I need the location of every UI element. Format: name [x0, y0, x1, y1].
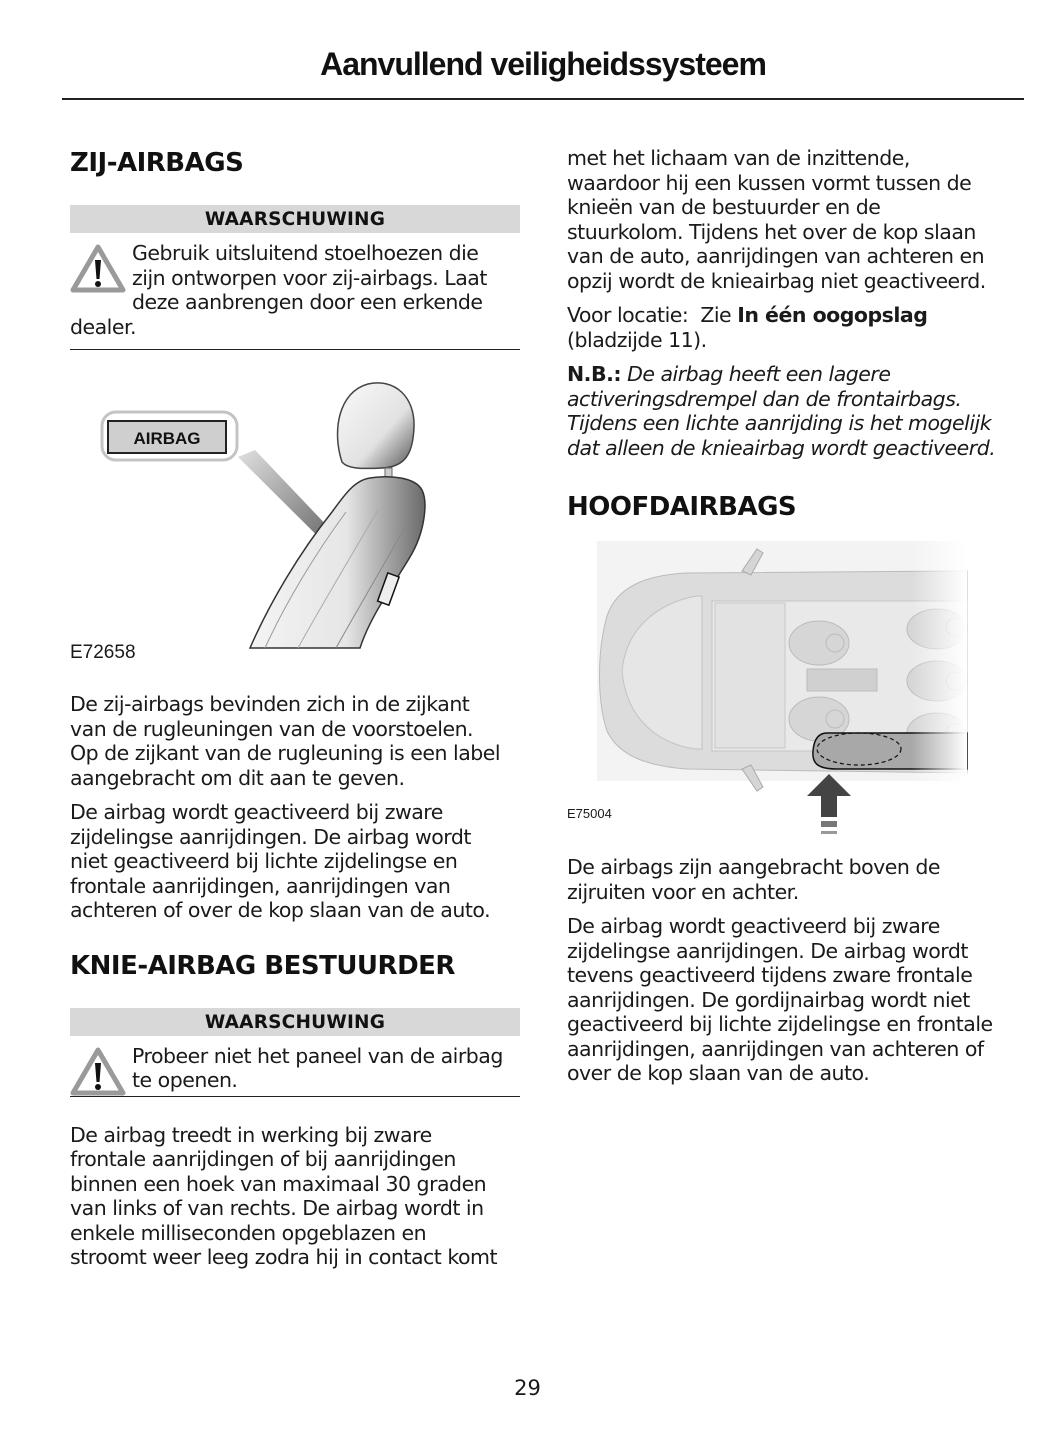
warning-line: zijn ontworpen voor zij-airbags. Laat — [132, 265, 487, 290]
paragraph — [70, 692, 520, 790]
right-column — [567, 140, 1017, 1086]
note-line: activeringsdrempel dan de frontairbags. — [567, 386, 962, 411]
text-line: knieën van de bestuurder en de — [567, 195, 881, 219]
text-line: zijdelingse aanrijdingen. De airbag wordt — [567, 938, 968, 963]
warning-box — [70, 205, 520, 350]
text-line: van links of van rechts. De airbag wordt in — [70, 1196, 484, 1221]
warning-line: Probeer niet het paneel van de airbag — [132, 1043, 503, 1068]
curtain-airbag-figure — [567, 541, 1017, 831]
location-prefix: Voor locatie: Zie — [567, 303, 738, 327]
paragraph — [567, 914, 1017, 1086]
text-line: De zij-airbags bevinden zich in de zijkant — [70, 692, 470, 717]
note — [567, 362, 1017, 460]
text-line: over de kop slaan van de auto. — [567, 1061, 870, 1086]
paragraph — [567, 855, 1017, 904]
paragraph — [70, 800, 520, 923]
warning-divider — [70, 349, 520, 350]
text-line: frontale aanrijdingen, aanrijdingen van — [70, 873, 451, 898]
section-heading-zij-airbags: ZIJ-AIRBAGS — [70, 148, 244, 178]
text-line: met het lichaam van de inzittende, — [567, 146, 910, 170]
text-line: Op de zijkant van de rugleuning is een label — [70, 741, 501, 766]
warning-line: dealer. — [70, 314, 137, 339]
text-line: geactiveerd bij lichte zijdelingse en frontale — [567, 1012, 993, 1037]
section-heading-hoofdairbags: HOOFDAIRBAGS — [567, 492, 797, 522]
warning-header: WAARSCHUWING — [70, 205, 520, 233]
car-top-view-illustration — [567, 541, 1017, 831]
seat-illustration — [70, 372, 520, 672]
text-line: niet geactiveerd bij lichte zijdelingse en — [70, 849, 458, 874]
warning-line: deze aanbrengen door een erkende — [132, 290, 483, 315]
arrow-tail-stripe — [821, 831, 837, 834]
figure-id: E72658 — [70, 642, 136, 664]
text-line: De airbag treedt in werking bij zware — [70, 1122, 432, 1147]
text-line: aanrijdingen. De gordijnairbag wordt niet — [567, 987, 970, 1012]
text-line: De airbag wordt geactiveerd bij zware — [567, 914, 940, 939]
warning-triangle-icon — [70, 243, 126, 293]
note-line: De airbag heeft een lagere — [621, 362, 891, 386]
text-line: aanrijdingen, aanrijdingen van achteren of — [567, 1036, 984, 1061]
paragraph — [70, 1123, 520, 1270]
text-line: van de auto, aanrijdingen van achteren en — [567, 244, 985, 268]
warning-body — [70, 241, 520, 339]
text-line: De airbags zijn aangebracht boven de — [567, 855, 941, 880]
page-number: 29 — [514, 1376, 541, 1400]
section-heading-knie-airbag: KNIE-AIRBAG BESTUURDER — [70, 950, 455, 981]
warning-text — [70, 1044, 520, 1093]
warning-triangle-icon — [70, 1046, 126, 1096]
left-column — [70, 140, 520, 1270]
warning-body — [70, 1044, 520, 1096]
text-line: aangebracht om dit aan te geven. — [70, 765, 405, 790]
warning-line: Gebruik uitsluitend stoelhoezen die — [132, 241, 479, 266]
text-line: achteren of over de kop slaan van de auto. — [70, 898, 491, 923]
warning-text — [70, 241, 520, 339]
warning-box — [70, 1008, 520, 1097]
text-line: waardoor hij een kussen vormt tussen de — [567, 170, 972, 195]
location-suffix: (bladzijde 11). — [567, 327, 707, 352]
location-reference — [567, 303, 1017, 352]
warning-line: te openen. — [132, 1068, 238, 1093]
warning-header: WAARSCHUWING — [70, 1008, 520, 1036]
text-line: frontale aanrijdingen of bij aanrijdingen — [70, 1147, 456, 1172]
text-line: stuurkolom. Tijdens het over de kop slaan — [567, 219, 976, 244]
text-line: stroomt weer leeg zodra hij in contact komt — [70, 1245, 498, 1270]
text-line: zijruiten voor en achter. — [567, 879, 799, 904]
text-line: zijdelingse aanrijdingen. De airbag wordt — [70, 824, 471, 849]
warning-divider — [70, 1096, 520, 1097]
text-line: opzij wordt de knieairbag niet geactiveerd. — [567, 268, 986, 293]
text-line: tevens geactiveerd tijdens zware frontale — [567, 963, 973, 988]
note-label: N.B.: — [567, 362, 622, 386]
seat-airbag-figure — [70, 372, 520, 672]
text-line: binnen een hoek van maximaal 30 graden — [70, 1171, 487, 1196]
text-line: De airbag wordt geactiveerd bij zware — [70, 800, 443, 825]
page-title: Aanvullend veiligheidssysteem — [320, 46, 766, 82]
note-line: dat alleen de knieairbag wordt geactiveerd. — [567, 435, 996, 460]
airbag-callout-label: AIRBAG — [133, 429, 201, 449]
location-link[interactable]: In één oogopslag — [737, 303, 928, 327]
title-divider — [62, 98, 1024, 100]
text-line: van de rugleuningen van de voorstoelen. — [70, 716, 474, 741]
text-line: enkele milliseconden opgeblazen en — [70, 1220, 427, 1245]
figure-id: E75004 — [567, 806, 612, 822]
note-line: Tijdens een lichte aanrijding is het mogelijk — [567, 411, 992, 435]
paragraph — [567, 146, 1017, 293]
